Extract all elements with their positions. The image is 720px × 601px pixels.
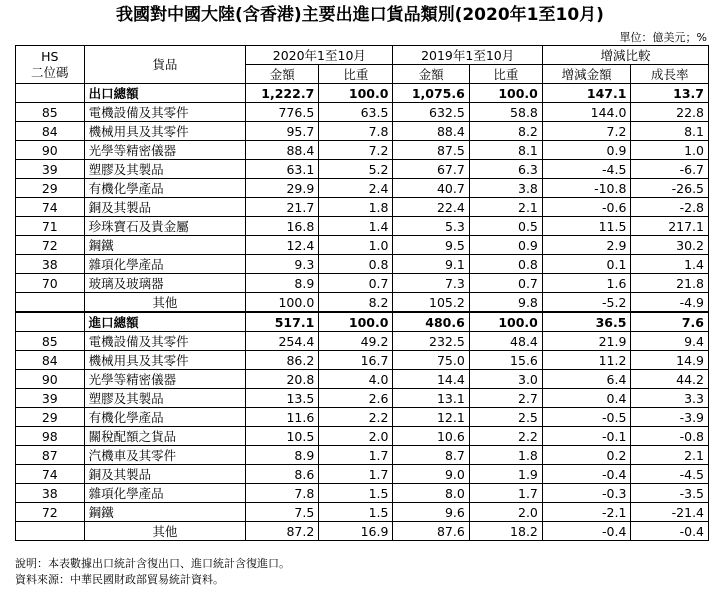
amt2020-cell: 8.6 <box>246 465 319 484</box>
share2019-cell: 2.2 <box>469 427 542 446</box>
amt2019-cell: 12.1 <box>393 408 469 427</box>
hs-code-cell: 72 <box>16 503 85 522</box>
growth-cell: 2.1 <box>631 446 709 465</box>
table-row <box>16 332 709 351</box>
hs-code-cell: 39 <box>16 160 85 179</box>
goods-name-cell: 有機化學產品 <box>84 179 246 198</box>
growth-cell: -4.5 <box>631 465 709 484</box>
diff-cell: 0.1 <box>542 255 631 274</box>
diff-cell: 0.9 <box>542 141 631 160</box>
goods-name-cell: 關稅配額之貨品 <box>84 427 246 446</box>
amt2020-cell: 7.5 <box>246 503 319 522</box>
share2020-cell: 1.5 <box>319 484 393 503</box>
hs-code-cell: 90 <box>16 370 85 389</box>
amt2019-cell: 13.1 <box>393 389 469 408</box>
diff-cell: -0.3 <box>542 484 631 503</box>
table-row <box>16 484 709 503</box>
share2020-cell: 0.8 <box>319 255 393 274</box>
growth-cell: -3.9 <box>631 408 709 427</box>
hs-code-cell: 85 <box>16 103 85 122</box>
share2020-cell: 16.7 <box>319 351 393 370</box>
hs-code-cell: 98 <box>16 427 85 446</box>
hs-code-cell: 70 <box>16 274 85 293</box>
share2020-cell: 1.5 <box>319 503 393 522</box>
diff-cell: 36.5 <box>542 312 631 332</box>
amt2019-cell: 40.7 <box>393 179 469 198</box>
amt2019-cell: 1,075.6 <box>393 84 469 103</box>
hs-code-cell: 74 <box>16 198 85 217</box>
total-row <box>16 312 709 332</box>
share2020-cell: 2.6 <box>319 389 393 408</box>
growth-cell: -21.4 <box>631 503 709 522</box>
hs-code-cell: 39 <box>16 389 85 408</box>
growth-cell: -0.8 <box>631 427 709 446</box>
growth-cell: -26.5 <box>631 179 709 198</box>
share2019-cell: 3.0 <box>469 370 542 389</box>
share2019-cell: 8.2 <box>469 122 542 141</box>
hs-code-cell: 72 <box>16 236 85 255</box>
table-row <box>16 446 709 465</box>
amt2019-cell: 8.0 <box>393 484 469 503</box>
diff-cell: -0.4 <box>542 465 631 484</box>
amt2019-cell: 9.6 <box>393 503 469 522</box>
growth-cell: -2.8 <box>631 198 709 217</box>
amt2019-cell: 8.7 <box>393 446 469 465</box>
diff-cell: -0.1 <box>542 427 631 446</box>
hs-code-cell: 29 <box>16 179 85 198</box>
growth-cell: 14.9 <box>631 351 709 370</box>
share2019-cell: 15.6 <box>469 351 542 370</box>
share2019-cell: 9.8 <box>469 293 542 313</box>
amt2019-cell: 632.5 <box>393 103 469 122</box>
goods-name-cell: 機械用具及其零件 <box>84 351 246 370</box>
growth-cell: 21.8 <box>631 274 709 293</box>
amt2019-cell: 75.0 <box>393 351 469 370</box>
diff-cell: 21.9 <box>542 332 631 351</box>
table-row <box>16 160 709 179</box>
share2019-cell: 100.0 <box>469 312 542 332</box>
amt2020-cell: 517.1 <box>246 312 319 332</box>
unit-label: 單位：億美元；% <box>619 31 707 44</box>
share2020-cell: 2.2 <box>319 408 393 427</box>
share2019-cell: 18.2 <box>469 522 542 541</box>
growth-cell: 217.1 <box>631 217 709 236</box>
table-row <box>16 503 709 522</box>
share2019-cell: 6.3 <box>469 160 542 179</box>
amt2019-cell: 67.7 <box>393 160 469 179</box>
amt2019-cell: 10.6 <box>393 427 469 446</box>
diff-cell: 7.2 <box>542 122 631 141</box>
amt2020-cell: 86.2 <box>246 351 319 370</box>
share2020-cell: 1.8 <box>319 198 393 217</box>
amt2020-cell: 100.0 <box>246 293 319 313</box>
growth-header: 成長率 <box>631 65 709 84</box>
amt2019-cell: 105.2 <box>393 293 469 313</box>
share2019-cell: 1.7 <box>469 484 542 503</box>
period-2019-header: 2019年1至10月 <box>393 46 542 65</box>
change-header: 增減比較 <box>542 46 708 65</box>
growth-cell: 1.4 <box>631 255 709 274</box>
table-row <box>16 217 709 236</box>
amt2020-cell: 10.5 <box>246 427 319 446</box>
amount-2020-header: 金額 <box>246 65 319 84</box>
amt2020-cell: 21.7 <box>246 198 319 217</box>
share2020-cell: 8.2 <box>319 293 393 313</box>
diff-cell: 1.6 <box>542 274 631 293</box>
share2019-cell: 2.0 <box>469 503 542 522</box>
share2019-cell: 8.1 <box>469 141 542 160</box>
table-row <box>16 236 709 255</box>
amt2019-cell: 22.4 <box>393 198 469 217</box>
amt2019-cell: 87.6 <box>393 522 469 541</box>
share2020-cell: 1.7 <box>319 465 393 484</box>
goods-name-cell: 塑膠及其製品 <box>84 160 246 179</box>
amt2019-cell: 14.4 <box>393 370 469 389</box>
share2020-cell: 1.0 <box>319 236 393 255</box>
share2019-cell: 2.7 <box>469 389 542 408</box>
diff-cell: 0.2 <box>542 446 631 465</box>
change-amount-header: 增減金額 <box>542 65 631 84</box>
share2019-cell: 58.8 <box>469 103 542 122</box>
goods-name-cell: 其他 <box>84 293 246 313</box>
goods-name-cell: 光學等精密儀器 <box>84 370 246 389</box>
amt2020-cell: 63.1 <box>246 160 319 179</box>
goods-name-cell: 塑膠及其製品 <box>84 389 246 408</box>
amount-2019-header: 金額 <box>393 65 469 84</box>
growth-cell: 7.6 <box>631 312 709 332</box>
goods-name-cell: 汽機車及其零件 <box>84 446 246 465</box>
amt2020-cell: 1,222.7 <box>246 84 319 103</box>
share2019-cell: 0.9 <box>469 236 542 255</box>
table-row <box>16 408 709 427</box>
table-row <box>16 179 709 198</box>
hs-code-cell: 71 <box>16 217 85 236</box>
amt2020-cell: 88.4 <box>246 141 319 160</box>
amt2019-cell: 87.5 <box>393 141 469 160</box>
diff-cell: 147.1 <box>542 84 631 103</box>
share2020-cell: 4.0 <box>319 370 393 389</box>
amt2020-cell: 29.9 <box>246 179 319 198</box>
diff-cell: 11.2 <box>542 351 631 370</box>
amt2020-cell: 87.2 <box>246 522 319 541</box>
goods-name-cell: 鋼鐵 <box>84 503 246 522</box>
table-row <box>16 255 709 274</box>
other-row <box>16 522 709 541</box>
hs-code-cell <box>16 293 85 313</box>
share2019-cell: 0.5 <box>469 217 542 236</box>
amt2020-cell: 8.9 <box>246 274 319 293</box>
share2020-cell: 49.2 <box>319 332 393 351</box>
growth-cell: 3.3 <box>631 389 709 408</box>
table-row <box>16 370 709 389</box>
diff-cell: -0.5 <box>542 408 631 427</box>
share2020-cell: 0.7 <box>319 274 393 293</box>
share2019-cell: 1.9 <box>469 465 542 484</box>
share2020-cell: 2.0 <box>319 427 393 446</box>
period-2020-header: 2020年1至10月 <box>246 46 393 65</box>
share2019-cell: 2.1 <box>469 198 542 217</box>
share2020-cell: 7.2 <box>319 141 393 160</box>
table-row <box>16 465 709 484</box>
hs-code-cell: 85 <box>16 332 85 351</box>
table-row <box>16 141 709 160</box>
goods-name-cell: 進口總額 <box>84 312 246 332</box>
goods-name-cell: 電機設備及其零件 <box>84 332 246 351</box>
amt2020-cell: 16.8 <box>246 217 319 236</box>
growth-cell: -4.9 <box>631 293 709 313</box>
amt2020-cell: 7.8 <box>246 484 319 503</box>
growth-cell: 44.2 <box>631 370 709 389</box>
growth-cell: -6.7 <box>631 160 709 179</box>
goods-name-cell: 有機化學產品 <box>84 408 246 427</box>
table-title: 我國對中國大陸(含香港)主要出進口貨品類別(2020年1至10月) <box>116 5 604 25</box>
share2019-cell: 100.0 <box>469 84 542 103</box>
diff-cell: -0.4 <box>542 522 631 541</box>
amt2019-cell: 232.5 <box>393 332 469 351</box>
diff-cell: -5.2 <box>542 293 631 313</box>
share2020-cell: 5.2 <box>319 160 393 179</box>
share2020-cell: 63.5 <box>319 103 393 122</box>
growth-cell: -0.4 <box>631 522 709 541</box>
amt2020-cell: 254.4 <box>246 332 319 351</box>
growth-cell: 30.2 <box>631 236 709 255</box>
table-row <box>16 103 709 122</box>
amt2019-cell: 9.5 <box>393 236 469 255</box>
amt2020-cell: 8.9 <box>246 446 319 465</box>
share-2020-header: 比重 <box>319 65 393 84</box>
growth-cell: 1.0 <box>631 141 709 160</box>
amt2019-cell: 5.3 <box>393 217 469 236</box>
goods-name-cell: 銅及其製品 <box>84 465 246 484</box>
goods-name-cell: 銅及其製品 <box>84 198 246 217</box>
goods-name-cell: 其他 <box>84 522 246 541</box>
growth-cell: 8.1 <box>631 122 709 141</box>
amt2020-cell: 9.3 <box>246 255 319 274</box>
share2020-cell: 100.0 <box>319 84 393 103</box>
share2019-cell: 0.8 <box>469 255 542 274</box>
table-row <box>16 122 709 141</box>
hs-code-cell: 84 <box>16 122 85 141</box>
amt2019-cell: 480.6 <box>393 312 469 332</box>
share2020-cell: 16.9 <box>319 522 393 541</box>
amt2020-cell: 13.5 <box>246 389 319 408</box>
share2020-cell: 2.4 <box>319 179 393 198</box>
table-row <box>16 427 709 446</box>
hs-code-cell: 90 <box>16 141 85 160</box>
amt2019-cell: 9.1 <box>393 255 469 274</box>
hs-code-cell <box>16 84 85 103</box>
diff-cell: -4.5 <box>542 160 631 179</box>
amt2020-cell: 12.4 <box>246 236 319 255</box>
goods-name-cell: 珍珠寶石及貴金屬 <box>84 217 246 236</box>
goods-name-cell: 電機設備及其零件 <box>84 103 246 122</box>
amt2020-cell: 11.6 <box>246 408 319 427</box>
table-row <box>16 389 709 408</box>
amt2020-cell: 20.8 <box>246 370 319 389</box>
table-row <box>16 198 709 217</box>
growth-cell: -3.5 <box>631 484 709 503</box>
share2020-cell: 1.7 <box>319 446 393 465</box>
hs-code-cell: 38 <box>16 484 85 503</box>
share2020-cell: 100.0 <box>319 312 393 332</box>
share2019-cell: 48.4 <box>469 332 542 351</box>
amt2020-cell: 95.7 <box>246 122 319 141</box>
hs-code-cell: 29 <box>16 408 85 427</box>
goods-name-cell: 鋼鐵 <box>84 236 246 255</box>
goods-name-cell: 機械用具及其零件 <box>84 122 246 141</box>
footnotes <box>15 556 290 588</box>
amt2019-cell: 88.4 <box>393 122 469 141</box>
goods-header: 貨品 <box>84 46 246 84</box>
hs-code-cell <box>16 312 85 332</box>
goods-name-cell: 雜項化學產品 <box>84 484 246 503</box>
note-text: 說明：本表數據出口統計含復出口、進口統計含復進口。 <box>15 557 290 570</box>
other-row <box>16 293 709 313</box>
share2019-cell: 3.8 <box>469 179 542 198</box>
amt2019-cell: 9.0 <box>393 465 469 484</box>
diff-cell: -10.8 <box>542 179 631 198</box>
trade-table <box>15 45 709 541</box>
source-text: 資料來源：中華民國財政部貿易統計資料。 <box>15 573 224 586</box>
share2020-cell: 1.4 <box>319 217 393 236</box>
hs-code-cell: 74 <box>16 465 85 484</box>
hs-code-header: HS 二位碼 <box>16 46 85 84</box>
amt2020-cell: 776.5 <box>246 103 319 122</box>
hs-code-cell <box>16 522 85 541</box>
growth-cell: 9.4 <box>631 332 709 351</box>
table-row <box>16 351 709 370</box>
diff-cell: -0.6 <box>542 198 631 217</box>
amt2019-cell: 7.3 <box>393 274 469 293</box>
table-row <box>16 274 709 293</box>
goods-name-cell: 雜項化學產品 <box>84 255 246 274</box>
diff-cell: 2.9 <box>542 236 631 255</box>
diff-cell: 144.0 <box>542 103 631 122</box>
share2019-cell: 1.8 <box>469 446 542 465</box>
growth-cell: 22.8 <box>631 103 709 122</box>
hs-code-cell: 38 <box>16 255 85 274</box>
goods-name-cell: 光學等精密儀器 <box>84 141 246 160</box>
diff-cell: 6.4 <box>542 370 631 389</box>
share2019-cell: 2.5 <box>469 408 542 427</box>
diff-cell: 0.4 <box>542 389 631 408</box>
diff-cell: -2.1 <box>542 503 631 522</box>
total-row <box>16 84 709 103</box>
share2019-cell: 0.7 <box>469 274 542 293</box>
growth-cell: 13.7 <box>631 84 709 103</box>
share2020-cell: 7.8 <box>319 122 393 141</box>
goods-name-cell: 玻璃及玻璃器 <box>84 274 246 293</box>
diff-cell: 11.5 <box>542 217 631 236</box>
goods-name-cell: 出口總額 <box>84 84 246 103</box>
hs-code-cell: 84 <box>16 351 85 370</box>
share-2019-header: 比重 <box>469 65 542 84</box>
hs-code-cell: 87 <box>16 446 85 465</box>
